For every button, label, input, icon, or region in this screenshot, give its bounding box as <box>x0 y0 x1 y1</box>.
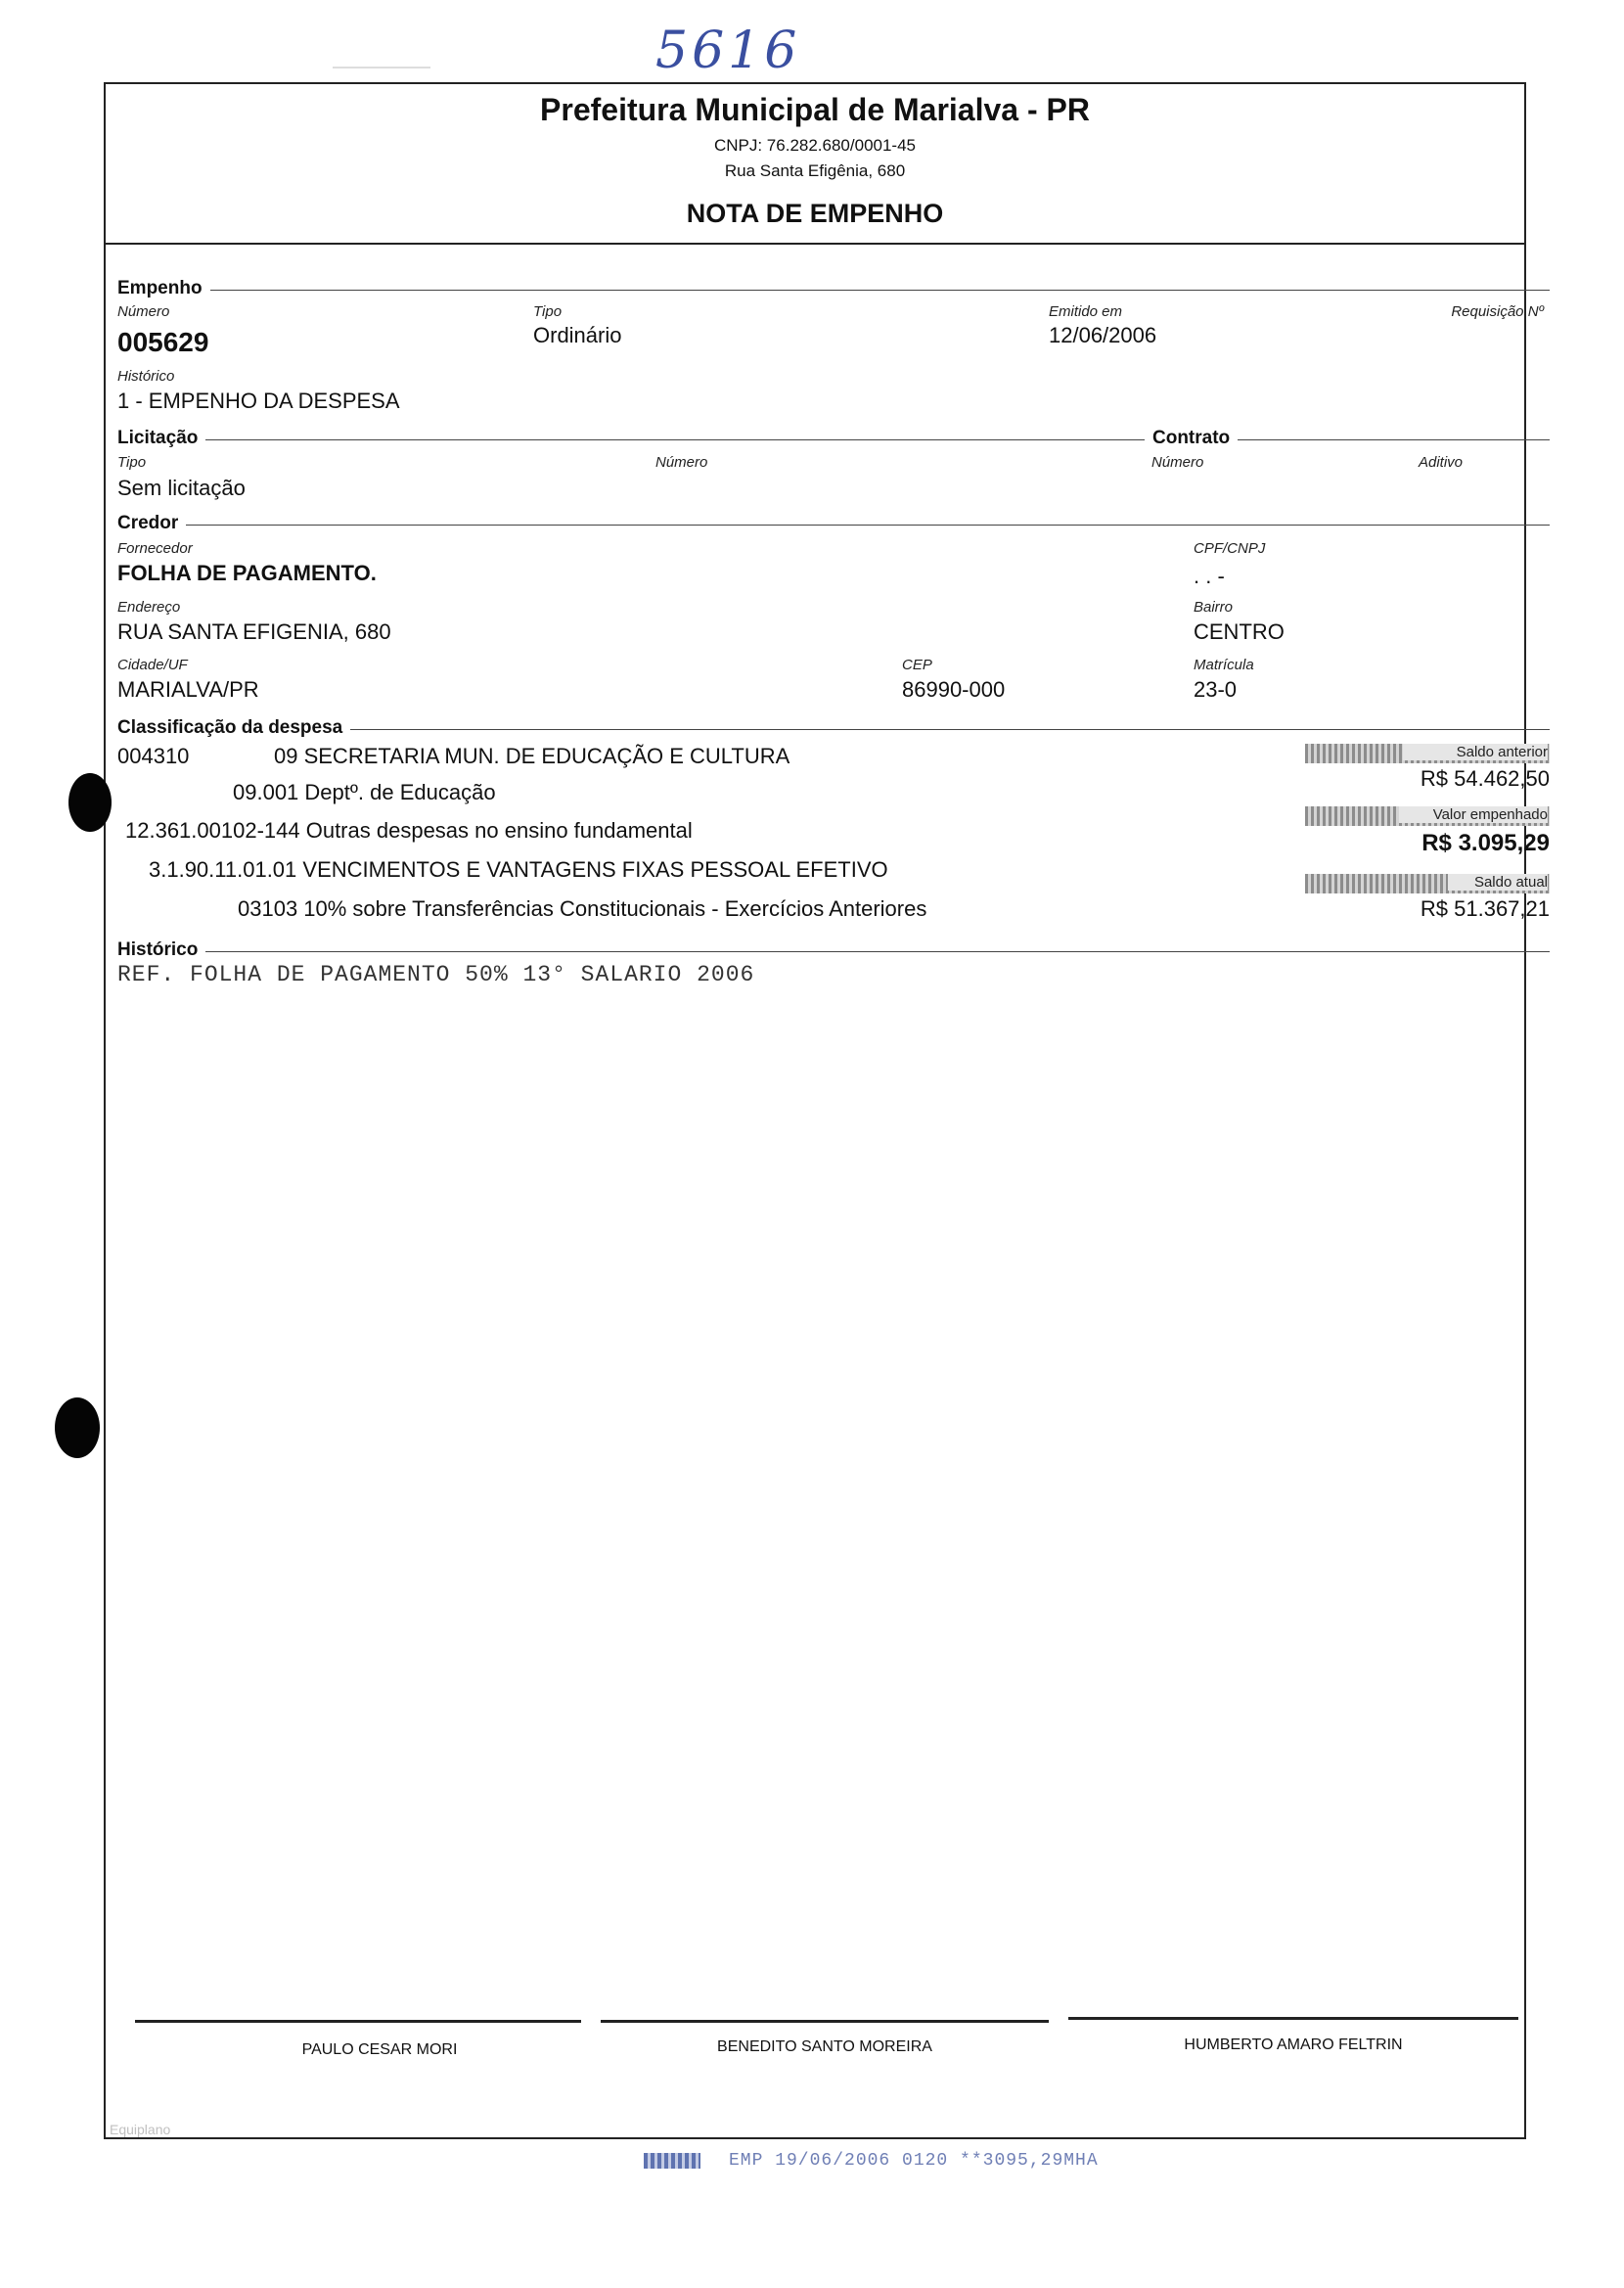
organization-title: Prefeitura Municipal de Marialva - PR <box>540 92 1090 127</box>
saldo-anterior-label: Saldo anterior <box>1403 744 1548 760</box>
signature-name-2: BENEDITO SANTO MOREIRA <box>717 2038 932 2055</box>
empenho-tipo-label: Tipo <box>533 303 563 320</box>
signature-line-3 <box>1068 2017 1518 2020</box>
cep-label: CEP <box>902 657 932 673</box>
document-title: NOTA DE EMPENHO <box>686 199 944 228</box>
contrato-aditivo-label: Aditivo <box>1419 454 1464 471</box>
classificacao-funcional: 12.361.00102-144 Outras despesas no ensino fundamental <box>125 818 693 843</box>
classificacao-natureza: 3.1.90.11.01.01 VENCIMENTOS E VANTAGENS FIXAS PESSOAL EFETIVO <box>149 857 888 882</box>
licitacao-rule <box>117 439 1550 440</box>
licitacao-numero-label: Número <box>655 454 708 471</box>
fornecedor-label: Fornecedor <box>117 540 193 557</box>
credor-rule <box>117 525 1550 526</box>
classificacao-code: 004310 <box>117 744 190 768</box>
historico-text: REF. FOLHA DE PAGAMENTO 50% 13° SALARIO 2006 <box>117 962 755 987</box>
punch-hole-top <box>68 773 112 832</box>
empenho-numero: 005629 <box>117 327 209 357</box>
licitacao-tipo: Sem licitação <box>117 476 246 500</box>
historico-section-label: Histórico <box>117 939 205 961</box>
classificacao-departamento: 09.001 Deptº. de Educação <box>233 780 496 804</box>
classificacao-fonte: 03103 10% sobre Transferências Constitucionais - Exercícios Anteriores <box>238 896 927 921</box>
signature-name-3: HUMBERTO AMARO FELTRIN <box>1184 2036 1403 2053</box>
bairro: CENTRO <box>1194 619 1285 644</box>
empenho-historico-label: Histórico <box>117 368 175 385</box>
emitido-date: 12/06/2006 <box>1049 323 1157 347</box>
empenho-numero-label: Número <box>117 303 170 320</box>
historico-rule <box>117 951 1550 952</box>
endereco: RUA SANTA EFIGENIA, 680 <box>117 619 391 644</box>
header-divider <box>104 243 1526 245</box>
signature-line-1 <box>135 2020 581 2023</box>
requisicao-label: Requisição Nº <box>1451 303 1544 320</box>
matricula-label: Matrícula <box>1194 657 1254 673</box>
contrato-section-label: Contrato <box>1145 428 1238 449</box>
cpf-value: . . - <box>1194 564 1225 588</box>
saldo-anterior-value: R$ 54.462,50 <box>1420 766 1550 791</box>
cep: 86990-000 <box>902 677 1006 702</box>
licitacao-tipo-label: Tipo <box>117 454 147 471</box>
footer-stamp: EMP 19/06/2006 0120 **3095,29MHA <box>729 2151 1099 2171</box>
stamp-mark-icon <box>644 2153 700 2169</box>
scan-mark <box>333 67 430 69</box>
cidade: MARIALVA/PR <box>117 677 259 702</box>
endereco-label: Endereço <box>117 599 181 616</box>
bairro-label: Bairro <box>1194 599 1234 616</box>
emitido-label: Emitido em <box>1049 303 1123 320</box>
cpf-label: CPF/CNPJ <box>1194 540 1266 557</box>
cidade-label: Cidade/UF <box>117 657 188 673</box>
signature-name-1: PAULO CESAR MORI <box>301 2041 458 2058</box>
valor-empenhado-label: Valor empenhado <box>1399 806 1548 823</box>
organization-address: Rua Santa Efigênia, 680 <box>724 161 906 180</box>
empenho-rule <box>117 290 1550 291</box>
punch-hole-bottom <box>55 1397 100 1458</box>
empenho-tipo: Ordinário <box>533 323 622 347</box>
saldo-atual-label: Saldo atual <box>1448 874 1548 891</box>
credor-section-label: Credor <box>117 513 186 534</box>
handwritten-number: 5616 <box>655 22 801 80</box>
classificacao-secretaria: 09 SECRETARIA MUN. DE EDUCAÇÃO E CULTURA <box>274 744 790 768</box>
saldo-atual-value: R$ 51.367,21 <box>1420 896 1550 921</box>
empenho-historico: 1 - EMPENHO DA DESPESA <box>117 389 400 413</box>
organization-cnpj: CNPJ: 76.282.680/0001-45 <box>713 136 917 155</box>
empenho-section-label: Empenho <box>117 278 210 299</box>
classificacao-section-label: Classificação da despesa <box>117 717 350 739</box>
signature-line-2 <box>601 2020 1049 2023</box>
software-watermark: Equiplano <box>110 2122 171 2137</box>
licitacao-section-label: Licitação <box>117 428 205 449</box>
contrato-numero-label: Número <box>1151 454 1204 471</box>
valor-empenhado-value: R$ 3.095,29 <box>1421 830 1550 856</box>
matricula: 23-0 <box>1194 677 1238 702</box>
fornecedor: FOLHA DE PAGAMENTO. <box>117 561 377 585</box>
